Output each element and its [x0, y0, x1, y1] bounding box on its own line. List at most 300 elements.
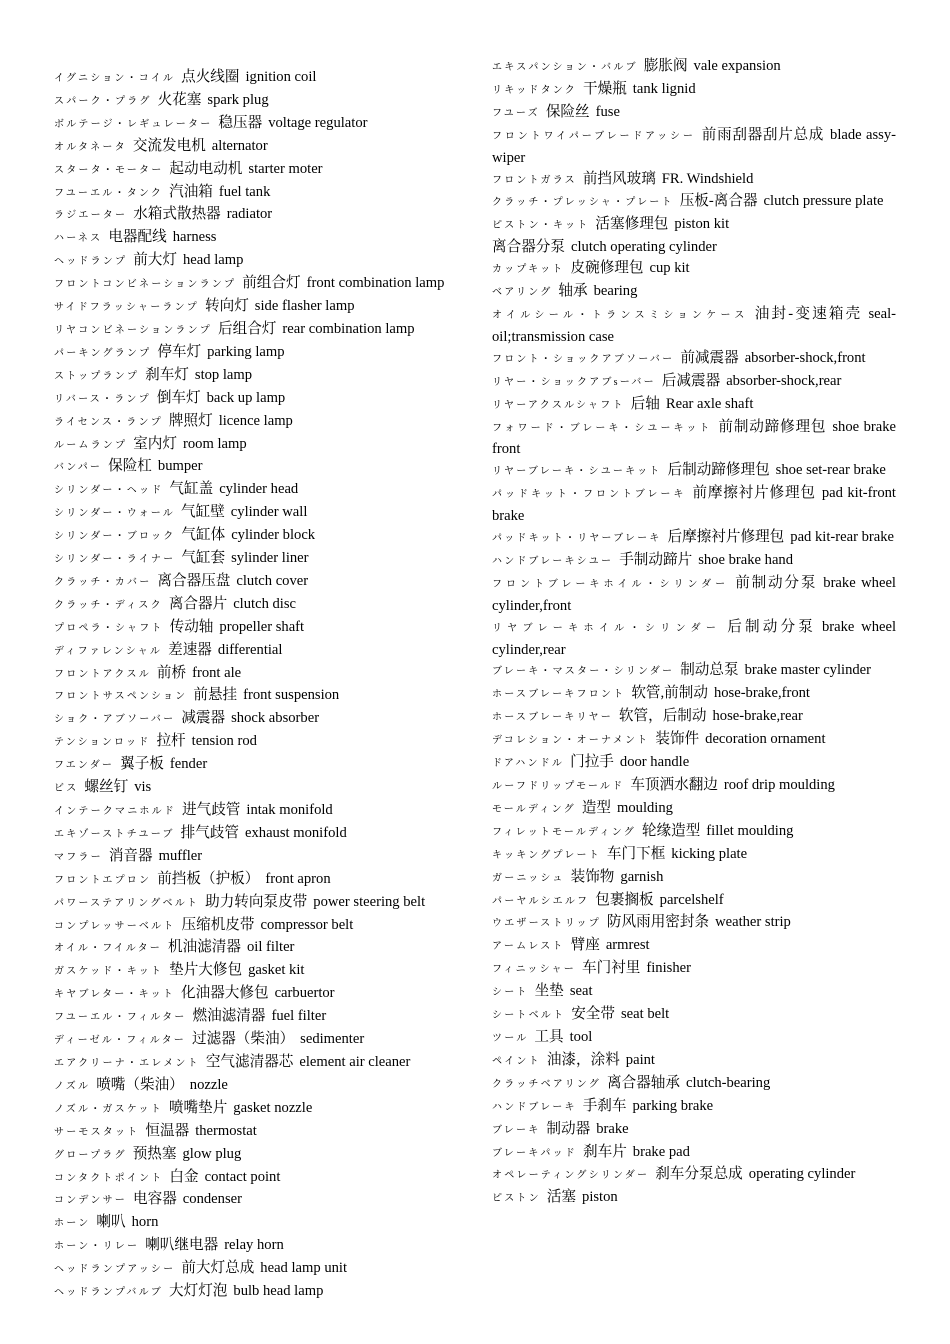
japanese-term: ドアハンドル [492, 758, 565, 770]
japanese-term: イグニション・コイル [54, 73, 176, 84]
english-term: roof drip moulding [723, 777, 835, 793]
english-term: brake wheel cylinder,rear [492, 618, 897, 658]
japanese-term: フロントガラス [492, 174, 577, 186]
english-term: sylinder liner [231, 550, 309, 567]
glossary-entry [54, 548, 458, 571]
japanese-term: シリンダー・ウォール [54, 508, 175, 520]
english-term: contact point [204, 1168, 281, 1185]
english-term: gasket nozzle [233, 1099, 313, 1116]
japanese-term: サーモスタット [54, 1126, 140, 1138]
glossary-entry [492, 483, 896, 527]
chinese-term: 坐垫 [534, 983, 564, 1000]
english-term: nozzle [189, 1076, 228, 1093]
english-term: head lamp unit [260, 1260, 348, 1277]
english-term: fuel tank [218, 183, 271, 200]
japanese-term: リヤー・ショックアブsーバー [492, 376, 656, 388]
glossary-entry [492, 821, 896, 844]
glossary-entry [54, 960, 458, 983]
japanese-term: クラッチベアリング [492, 1078, 601, 1090]
japanese-term: ライセンス・ランプ [54, 416, 163, 428]
glossary-entry [492, 394, 896, 417]
english-term: starter moter [248, 160, 323, 177]
glossary-entry [492, 102, 896, 125]
japanese-term: デコレション・オーナメント [492, 735, 650, 747]
glossary-entry [492, 1073, 896, 1096]
english-term: intak monifold [246, 802, 333, 818]
english-term: radiator [226, 206, 273, 223]
japanese-term: ノズル・ガスケット [54, 1103, 163, 1115]
chinese-term: 臂座 [570, 937, 600, 954]
chinese-term: 离合器压盘 [157, 572, 231, 589]
japanese-term: ノズル [54, 1080, 91, 1092]
chinese-term: 离合器轴承 [607, 1074, 680, 1091]
chinese-term: 车门下框 [606, 845, 666, 862]
english-term: element air cleaner [299, 1053, 411, 1070]
chinese-term: 安全带 [571, 1006, 615, 1023]
japanese-term: フロントワイパーブレードアッシー [492, 130, 696, 142]
english-term: kicking plate [671, 845, 748, 862]
japanese-term: ラジエーター [54, 210, 128, 222]
english-term: absorber-shock,front [744, 349, 866, 366]
japanese-term: カップキット [492, 264, 565, 276]
english-term: bulb head lamp [233, 1283, 324, 1300]
chinese-term: 干燥瓶 [583, 80, 627, 97]
english-term: finisher [646, 960, 691, 977]
glossary-entry [54, 1006, 458, 1029]
chinese-term: 油漆，涂料 [546, 1051, 620, 1068]
japanese-term: エキゾーストチユーブ [54, 828, 175, 840]
japanese-term: コンタクトポイント [54, 1172, 164, 1184]
chinese-term: 前挡风玻璃 [582, 170, 656, 187]
japanese-term: リヤブレーキホイル・シリンダー [492, 622, 722, 634]
japanese-term: パーキングランプ [54, 347, 152, 359]
glossary-entry [492, 935, 896, 958]
english-term: voltage regulator [268, 114, 368, 131]
chinese-term: 进气歧管 [182, 802, 241, 818]
glossary-entry [54, 640, 458, 663]
english-term: brake pad [632, 1143, 690, 1160]
english-term: vis [134, 779, 152, 796]
chinese-term: 大灯灯泡 [169, 1283, 228, 1300]
japanese-term: オイル・フイルター [54, 943, 162, 955]
glossary-entry [54, 1212, 458, 1235]
chinese-term: 保险杠 [108, 458, 152, 475]
chinese-term: 汽油箱 [169, 183, 213, 200]
chinese-term: 压缩机皮带 [181, 916, 255, 933]
glossary-entry [54, 1281, 458, 1304]
glossary-entry [492, 56, 896, 79]
chinese-term: 制动总泵 [680, 662, 739, 679]
chinese-term: 刹车片 [583, 1143, 627, 1160]
glossary-entry [54, 937, 458, 960]
chinese-term: 排气歧管 [180, 824, 239, 841]
glossary-entry [492, 1050, 896, 1073]
english-term: front combination lamp [306, 275, 445, 292]
english-term: bearing [593, 283, 638, 300]
chinese-term: 化油器大修包 [181, 985, 269, 1002]
glossary-entry [54, 525, 458, 548]
glossary-entry [492, 281, 896, 304]
japanese-term: ヘッドランプアッシー [54, 1264, 176, 1276]
english-term: stop lamp [194, 366, 253, 383]
english-term: fillet moulding [706, 822, 794, 839]
chinese-term: 喇叭 [96, 1214, 126, 1231]
chinese-term: 水箱式散热器 [133, 206, 221, 223]
japanese-term: リバース・ランプ [54, 393, 151, 405]
chinese-term: 火花塞 [157, 91, 202, 108]
japanese-term: フユーエル・タンク [54, 187, 164, 199]
chinese-term: 白金 [169, 1168, 199, 1185]
chinese-term: 燃油滤清器 [192, 1008, 266, 1025]
english-term: power steering belt [313, 893, 426, 910]
chinese-term: 前减震器 [680, 349, 739, 366]
english-term: tension rod [191, 733, 257, 750]
japanese-term: ホースブレーキフロント [492, 689, 626, 701]
japanese-term: ホースブレーキリヤー [492, 712, 613, 724]
chinese-term: 喷嘴垫片 [168, 1099, 228, 1116]
english-term: vale expansion [693, 58, 781, 74]
chinese-term: 机油滤清器 [168, 939, 241, 956]
english-term: gasket kit [248, 962, 305, 979]
english-term: garnish [620, 868, 664, 885]
chinese-term: 工具 [534, 1028, 564, 1045]
chinese-term: 刹车分泵总成 [655, 1166, 743, 1183]
japanese-term: エキスパンション・バルブ [492, 62, 638, 73]
glossary-entry [54, 67, 458, 90]
glossary-entry [492, 752, 896, 775]
chinese-term: 气缸套 [181, 550, 226, 567]
japanese-term: フロントブレーキホイル・シリンダー [492, 578, 730, 590]
chinese-term: 门拉手 [570, 754, 614, 771]
chinese-term: 包裹搁板 [595, 891, 654, 908]
japanese-term: パワーステアリングベルト [54, 897, 200, 909]
glossary-entry [492, 890, 896, 913]
chinese-term: 气缸体 [181, 527, 226, 544]
glossary-entry [54, 411, 458, 434]
chinese-term: 倒车灯 [156, 389, 201, 406]
japanese-term: ヘッドランプバルブ [54, 1287, 163, 1299]
english-term: cylinder wall [230, 504, 308, 521]
chinese-term: 车顶洒水翻边 [630, 777, 718, 793]
english-term: condenser [182, 1191, 242, 1208]
english-term: tank lignid [632, 80, 696, 97]
chinese-term: 差速器 [168, 641, 212, 658]
english-term: front suspension [243, 687, 340, 704]
chinese-term: 刹车灯 [145, 366, 189, 383]
english-term: piston kit [674, 216, 730, 233]
japanese-term: リヤーアクスルシャフト [492, 399, 625, 411]
glossary-entry [54, 1189, 458, 1212]
glossary-entry [492, 258, 896, 281]
glossary-entry [54, 388, 458, 411]
glossary-entry [54, 915, 458, 938]
japanese-term: アームレスト [492, 941, 565, 953]
glossary-entry [54, 319, 458, 342]
japanese-term: フロント・ショックアブソーバー [492, 353, 675, 365]
english-term: seat [569, 983, 593, 1000]
english-term: parcelshelf [659, 891, 724, 908]
english-term: armrest [605, 937, 650, 954]
glossary-entry [492, 844, 896, 867]
japanese-term: リヤコンビネーションランプ [54, 324, 212, 336]
english-term: room lamp [183, 435, 247, 452]
japanese-term: ガーニッシュ [492, 872, 565, 884]
chinese-term: 软管，后制动 [618, 708, 707, 725]
chinese-term: 后减震器 [661, 372, 721, 389]
chinese-term: 点火线圈 [181, 69, 240, 85]
glossary-entry [54, 136, 458, 159]
japanese-term: ルーフドリップモールド [492, 781, 625, 792]
glossary-column-right [492, 56, 896, 1210]
glossary-entry [54, 456, 458, 479]
chinese-term: 前组合灯 [242, 275, 301, 292]
chinese-term: 轴承 [558, 283, 588, 300]
glossary-entry [54, 90, 458, 113]
glossary-entry [492, 460, 896, 483]
chinese-term: 前摩擦衬片修理包 [692, 485, 816, 502]
english-term: parking brake [632, 1097, 714, 1114]
glossary-entry [492, 125, 896, 169]
japanese-term: ディファレンシャル [54, 645, 163, 657]
chinese-term: 气缸盖 [169, 481, 214, 498]
english-term: back up lamp [206, 389, 286, 406]
english-term: door handle [619, 754, 690, 771]
chinese-term: 预热塞 [132, 1145, 177, 1162]
japanese-term: ディーゼル・フィルター [54, 1035, 186, 1047]
glossary-entry [54, 296, 458, 319]
english-term: brake master cylinder [744, 662, 872, 679]
chinese-term: 离合器片 [168, 595, 228, 612]
glossary-entry [54, 754, 458, 777]
glossary-entry [492, 550, 896, 573]
japanese-term: クラッチ・ディスク [54, 599, 163, 611]
english-term: hose-brake,front [713, 685, 810, 702]
english-term: bumper [157, 458, 203, 475]
english-term: blade assy-wiper [492, 126, 896, 166]
glossary-entry [492, 371, 896, 394]
japanese-term: ハーネス [54, 233, 103, 245]
english-term: operating cylinder [748, 1166, 856, 1183]
japanese-term: フィニッシャー [492, 964, 576, 976]
glossary-entry [54, 594, 458, 617]
english-term: paint [625, 1051, 655, 1068]
glossary-entry [54, 983, 458, 1006]
chinese-term: 装饰物 [570, 868, 615, 885]
chinese-term: 保险丝 [545, 103, 590, 120]
glossary-entry [54, 1167, 458, 1190]
glossary-entry [492, 706, 896, 729]
japanese-term: ハンドブレーキシユー [492, 555, 614, 567]
glossary-entry [54, 204, 458, 227]
english-term: carbuertor [274, 985, 335, 1002]
glossary-entry [492, 1119, 896, 1142]
glossary-entry [492, 527, 896, 550]
chinese-term: 车门衬里 [582, 960, 641, 977]
japanese-term: ピストン・キット [492, 220, 590, 232]
english-term: moulding [617, 799, 673, 816]
japanese-term: ウエザーストリップ [492, 918, 601, 930]
chinese-term: 螺丝钉 [84, 779, 129, 796]
glossary-entry [492, 1004, 896, 1027]
glossary-entry [54, 1235, 458, 1258]
glossary-entry [54, 159, 458, 182]
glossary-entry [54, 1098, 458, 1121]
glossary-entry [54, 685, 458, 708]
english-term: horn [131, 1214, 159, 1231]
english-term: ignition coil [245, 69, 317, 85]
japanese-term: フロントエプロン [54, 874, 152, 886]
chinese-term: 制动器 [546, 1120, 591, 1137]
glossary-entry [54, 250, 458, 273]
english-term: side flasher lamp [254, 298, 355, 315]
japanese-term: ペイント [492, 1055, 541, 1067]
chinese-term: 离合器分泵 [492, 239, 565, 256]
english-term: hose-brake,rear [712, 708, 803, 725]
chinese-term: 前挡板（护板） [157, 870, 260, 887]
japanese-term: フォワード・ブレーキ・シユーキット [492, 422, 713, 434]
japanese-term: オルタネータ [54, 141, 127, 153]
japanese-term: ホーン [54, 1218, 91, 1230]
glossary-entry [54, 273, 458, 296]
japanese-term: ハンドブレーキ [492, 1101, 577, 1113]
glossary-entry [54, 1052, 458, 1075]
glossary-entry [54, 869, 458, 892]
chinese-term: 翼子板 [120, 756, 164, 773]
japanese-term: ブレーキ・マスター・シリンダー [492, 666, 675, 678]
english-term: sedimenter [300, 1031, 365, 1048]
japanese-term: キッキングプレート [492, 849, 601, 861]
japanese-term: プロペラ・シャフト [54, 622, 164, 634]
chinese-term: 前大灯总成 [181, 1260, 255, 1277]
glossary-entry [54, 571, 458, 594]
chinese-term: 电器配线 [108, 229, 167, 246]
chinese-term: 手制动蹄片 [619, 551, 693, 568]
english-term: FR. Windshield [661, 170, 754, 187]
english-term: thermostat [195, 1122, 257, 1139]
japanese-term: サイドフラッシャーランプ [54, 302, 199, 314]
english-term: compressor belt [260, 916, 354, 933]
english-term: glow plug [182, 1145, 242, 1162]
english-term: absorber-shock,rear [726, 372, 842, 389]
japanese-term: オペレーティングシリンダー [492, 1170, 650, 1182]
japanese-term: ビス [54, 783, 79, 795]
english-term: fuel filter [271, 1008, 327, 1025]
english-term: clutch cover [236, 572, 309, 589]
chinese-term: 助力转向泵皮带 [205, 893, 308, 910]
glossary-entry [54, 365, 458, 388]
glossary-entry [492, 348, 896, 371]
glossary-entry [54, 1144, 458, 1167]
chinese-term: 后摩擦衬片修理包 [667, 529, 785, 546]
chinese-term: 轮缘造型 [641, 822, 701, 839]
glossary-entry [492, 958, 896, 981]
japanese-term: フロントアクスル [54, 668, 151, 680]
chinese-term: 消音器 [108, 847, 153, 864]
glossary-entry [54, 892, 458, 915]
glossary-entry [492, 660, 896, 683]
english-term: seal-oil;transmission case [492, 305, 896, 345]
glossary-entry [492, 1027, 896, 1050]
glossary-entry [54, 502, 458, 525]
japanese-term: パーヤルシエルフ [492, 895, 590, 907]
japanese-term: グロープラグ [54, 1149, 127, 1161]
chinese-term: 防风雨用密封条 [606, 914, 710, 931]
japanese-term: ブレーキ [492, 1124, 541, 1136]
japanese-term: キヤブレター・キット [54, 989, 175, 1001]
chinese-term: 交流发电机 [132, 137, 206, 154]
glossary-entry [54, 113, 458, 136]
japanese-term: モールディング [492, 803, 576, 815]
chinese-term: 前雨刮器刮片总成 [701, 126, 825, 143]
japanese-term: フエンダー [54, 760, 115, 772]
japanese-term: シートベルト [492, 1010, 566, 1022]
japanese-term: クラッチ・プレッシャ・プレート [492, 197, 674, 209]
japanese-term: ボルテージ・レギュレーター [54, 118, 213, 130]
japanese-term: パッドキット・フロントブレーキ [492, 489, 687, 501]
japanese-term: ショク・アブソーバー [54, 714, 176, 726]
chinese-term: 造型 [581, 799, 612, 816]
english-term: propeller shaft [219, 618, 305, 635]
english-term: seat belt [621, 1006, 670, 1023]
glossary-entry [492, 79, 896, 102]
chinese-term: 牌照灯 [168, 412, 213, 429]
english-term: cylinder head [219, 481, 299, 498]
english-term: shock absorber [231, 710, 320, 727]
english-term: front apron [265, 870, 331, 887]
glossary-entry [492, 1096, 896, 1119]
chinese-term: 室内灯 [133, 435, 177, 452]
english-term: differential [217, 641, 283, 658]
chinese-term: 皮碗修理包 [570, 260, 644, 277]
chinese-term: 后组合灯 [218, 320, 277, 337]
glossary-entry [54, 708, 458, 731]
english-term: shoe brake hand [698, 551, 794, 568]
chinese-term: 空气滤清器芯 [205, 1053, 294, 1070]
japanese-term: フユーエル・フィルター [54, 1012, 187, 1024]
chinese-term: 减震器 [181, 710, 226, 727]
glossary-entry [492, 729, 896, 752]
glossary-entry [492, 775, 896, 798]
glossary-column-left [54, 56, 458, 1304]
japanese-term: ブレーキパッド [492, 1147, 577, 1159]
chinese-term: 后制动蹄修理包 [667, 462, 770, 479]
glossary-entry [54, 823, 458, 846]
glossary-entry [492, 617, 896, 661]
chinese-term: 喇叭继电器 [145, 1237, 219, 1254]
chinese-term: 手刹车 [582, 1097, 627, 1114]
english-term: brake [596, 1120, 629, 1137]
japanese-term: インテークマニホルド [54, 806, 176, 817]
japanese-term: フロントサスペンション [54, 691, 188, 703]
english-term: fuse [595, 103, 620, 120]
chinese-term: 拉杆 [156, 733, 186, 750]
chinese-term: 前大灯 [133, 252, 177, 269]
japanese-term: スタータ・モーター [54, 164, 164, 176]
japanese-term: エアクリーナ・エレメント [54, 1057, 200, 1069]
glossary-entry [492, 237, 896, 258]
glossary-entry [54, 777, 458, 800]
english-term: shoe set-rear brake [775, 462, 886, 479]
english-term: decoration ornament [705, 731, 826, 748]
english-term: clutch disc [233, 595, 297, 612]
japanese-term: シリンダー・ブロック [54, 531, 176, 543]
chinese-term: 压板-离合器 [679, 193, 758, 210]
japanese-term: リキッドタンク [492, 84, 577, 96]
japanese-term: フユーズ [492, 107, 540, 119]
glossary-entry [54, 434, 458, 457]
chinese-term: 过滤器（柴油） [192, 1031, 295, 1048]
japanese-term: クラッチ・カバー [54, 576, 152, 588]
